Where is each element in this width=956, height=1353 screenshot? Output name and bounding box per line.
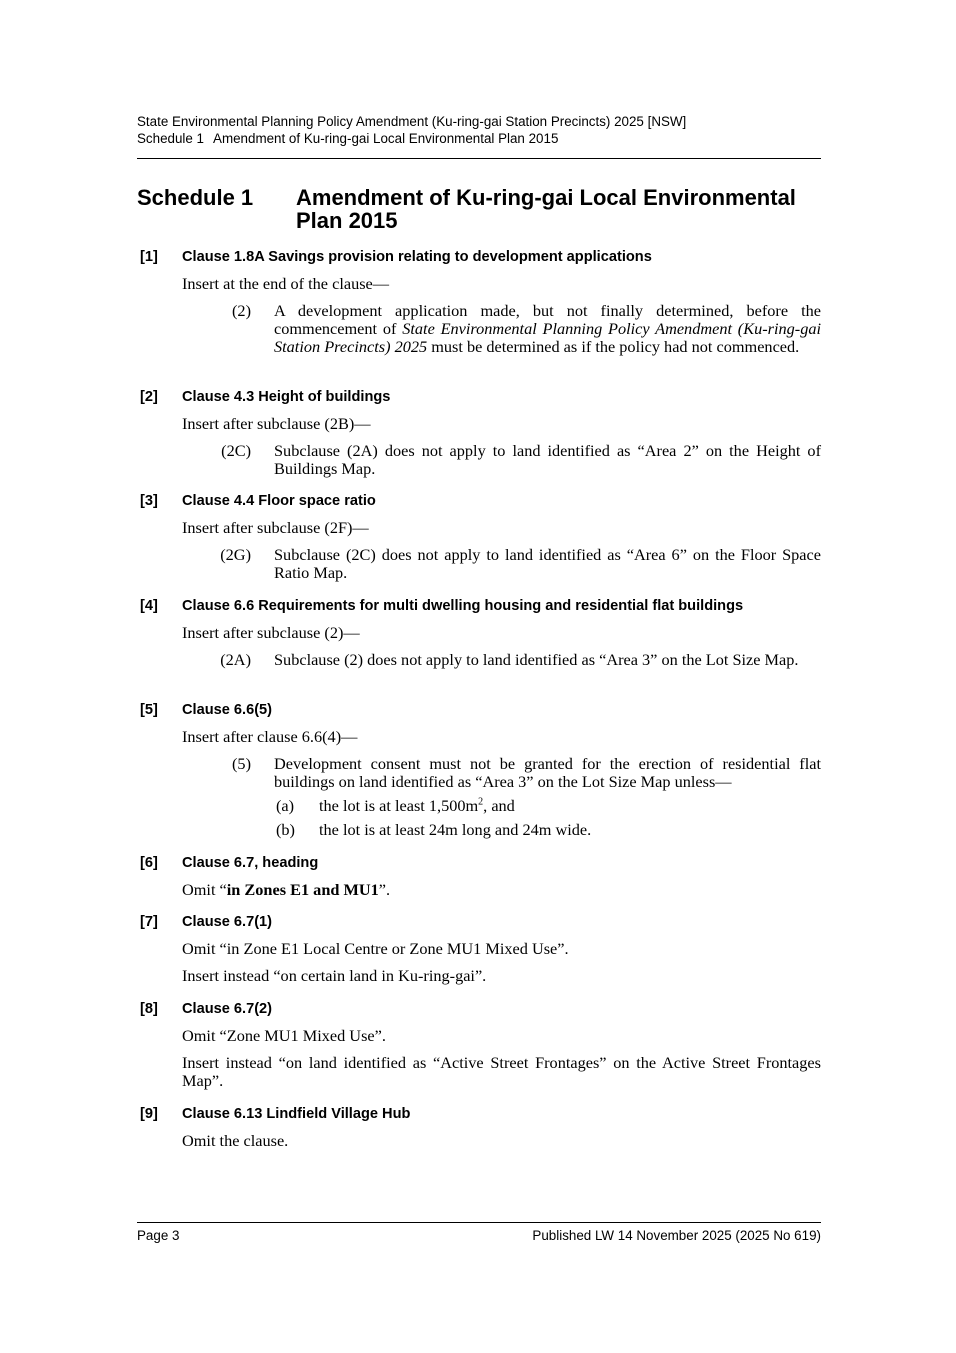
running-head-schedule [137, 130, 821, 147]
subclause-text: Development consent must not be granted for the erection of residential flat buildings on land identified as “Area 3” on the Lot Size Map unless— [274, 754, 821, 791]
subclause [137, 651, 821, 669]
amendment-number: [1] [140, 249, 158, 265]
publication-note: Published LW 14 November 2025 (2025 No 619) [532, 1228, 821, 1243]
amendment-8 [137, 1000, 821, 1090]
omitted-words-bold: in Zones E1 and MU1 [226, 880, 379, 899]
paragraph-text-part: , and [483, 796, 515, 815]
subclause-text [274, 302, 821, 356]
amendment-1 [137, 248, 821, 356]
amendment-number: [5] [140, 702, 158, 718]
amendment-title: Clause 4.3 Height of buildings [182, 389, 391, 405]
amendment-title: Clause 6.7(1) [182, 914, 273, 930]
amendment-instruction: Insert after clause 6.6(4)— [182, 727, 358, 746]
amendment-instruction-2: Insert instead “on certain land in Ku-ring-gai”. [182, 966, 487, 985]
subclause-number: (2A) [220, 650, 251, 669]
amendment-3 [137, 492, 821, 582]
subclause-text: Subclause (2C) does not apply to land identified as “Area 6” on the Floor Space Ratio Map. [274, 545, 821, 582]
subclause-number: (2C) [221, 441, 251, 460]
amendment-title: Clause 1.8A Savings provision relating to development applications [182, 249, 652, 265]
running-head-schedule-number: Schedule 1 [137, 131, 205, 146]
amendment-title: Clause 6.7(2) [182, 1001, 273, 1017]
amendment-heading [137, 1000, 821, 1018]
running-head-title: State Environmental Planning Policy Amendment (Ku-ring-gai Station Precincts) 2025 [NSW] [137, 114, 687, 129]
amendment-heading [137, 597, 821, 615]
amendment-instruction: Insert after subclause (2)— [182, 623, 360, 642]
amendment-number: [9] [140, 1106, 158, 1122]
amendment-title: Clause 6.6 Requirements for multi dwelling housing and residential flat buildings [182, 598, 744, 614]
paragraph-text: the lot is at least 24m long and 24m wide. [319, 820, 592, 839]
amendment-instruction: Insert after subclause (2F)— [182, 518, 369, 537]
amendment-heading [137, 913, 821, 931]
paragraph-number: (a) [276, 796, 295, 815]
amendment-number: [2] [140, 389, 158, 405]
amendment-number: [4] [140, 598, 158, 614]
amendment-instruction [182, 881, 821, 899]
amendment-number: [6] [140, 855, 158, 871]
subclause-text-part: A development application made, but not finally determined, before the commencement of [274, 301, 821, 338]
amendment-title: Clause 6.7, heading [182, 855, 319, 871]
running-head-schedule-title: Amendment of Ku-ring-gai Local Environmental Plan 2015 [213, 131, 559, 146]
amendment-heading [137, 388, 821, 406]
amendment-heading [137, 1105, 821, 1123]
policy-title-italic: State Environmental Planning Policy Amendment (Ku-ring-gai Station Precincts) 2025 [274, 319, 821, 356]
subclause-number: (2G) [220, 545, 251, 564]
header-divider [137, 158, 821, 159]
paragraph-number: (b) [276, 820, 295, 839]
subclause [137, 755, 821, 791]
amendment-instruction: Omit “Zone MU1 Mixed Use”. [182, 1026, 386, 1045]
amendment-6 [137, 854, 821, 899]
amendment-instruction: Omit “in Zone E1 Local Centre or Zone MU1 Mixed Use”. [182, 939, 569, 958]
footer-divider [137, 1222, 821, 1223]
amendment-instruction: Omit the clause. [182, 1131, 289, 1150]
schedule-number: Schedule 1 [137, 185, 254, 210]
subclause [137, 546, 821, 582]
amendment-instruction-2: Insert instead “on land identified as “Active Street Frontages” on the Active Street Frontages Map”. [182, 1053, 821, 1090]
subclause [137, 302, 821, 356]
amendment-heading [137, 701, 821, 719]
paragraph-b [137, 821, 821, 839]
amendment-instruction: Insert after subclause (2B)— [182, 414, 371, 433]
superscript: 2 [478, 796, 484, 808]
amendment-title: Clause 6.13 Lindfield Village Hub [182, 1106, 411, 1122]
subclause [137, 442, 821, 478]
amendment-9 [137, 1105, 821, 1150]
amendment-title: Clause 6.6(5) [182, 702, 273, 718]
amendment-instruction: Insert at the end of the clause— [182, 274, 390, 293]
amendment-heading [137, 492, 821, 510]
amendment-4 [137, 597, 821, 669]
amendment-7 [137, 913, 821, 985]
amendment-title: Clause 4.4 Floor space ratio [182, 493, 376, 509]
page-number: Page 3 [137, 1228, 180, 1243]
amendment-number: [8] [140, 1001, 158, 1017]
running-head [137, 113, 821, 147]
subclause-text: Subclause (2) does not apply to land identified as “Area 3” on the Lot Size Map. [274, 650, 799, 669]
amendment-2 [137, 388, 821, 478]
instruction-text-part: ”. [378, 880, 391, 899]
paragraph-text [319, 797, 821, 815]
instruction-text-part: Omit “ [182, 880, 227, 899]
subclause-number: (5) [232, 754, 251, 773]
paragraph-text-part: the lot is at least 1,500m [319, 796, 479, 815]
amendment-heading [137, 248, 821, 266]
subclause-text: Subclause (2A) does not apply to land identified as “Area 2” on the Height of Buildings Map. [274, 441, 821, 478]
subclause-text-part: must be determined as if the policy had not commenced. [427, 337, 800, 356]
subclause-number: (2) [232, 301, 251, 320]
amendment-number: [3] [140, 493, 158, 509]
amendment-5 [137, 701, 821, 839]
paragraph-a [137, 797, 821, 815]
amendment-heading [137, 854, 821, 872]
schedule-title: Amendment of Ku-ring-gai Local Environmental Plan 2015 [296, 185, 796, 233]
amendment-number: [7] [140, 914, 158, 930]
